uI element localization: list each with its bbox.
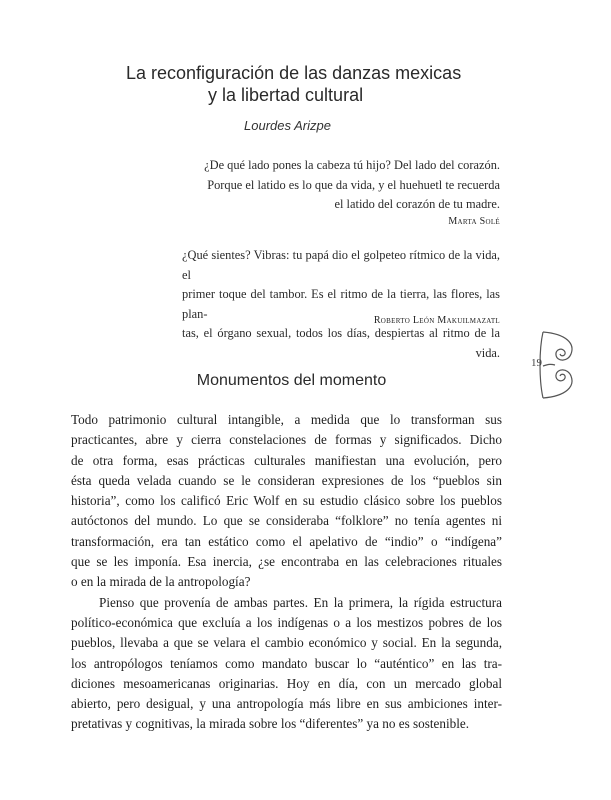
text-line: abierto, pero desigual, y una antropología más libre en sus ambiciones inter-: [71, 696, 502, 712]
text-line: diciones mesoamericanas originarias. Hoy en día, con un mercado global: [71, 675, 502, 691]
epigraph-1-line: ¿De qué lado pones la cabeza tú hijo? Del lado del corazón.: [204, 158, 500, 172]
text-line: autóctonos del mundo. Lo que se consideraba “folklore” no tenía agentes ni: [71, 513, 502, 529]
text-line: transformación, era tan estático como el apelativo de “indio” o “indígena”: [71, 533, 502, 549]
author-name: Lourdes Arizpe: [244, 118, 331, 133]
title-line-2: y la libertad cultural: [208, 85, 364, 105]
text-line: político-económica que excluía a los indígenas o a los mestizos pobres de los: [71, 614, 502, 630]
epigraph-1-attribution: Marta Solé: [448, 216, 500, 227]
text-line: de otra forma, esas prácticas culturales manifiestan una evolución, pero: [71, 452, 502, 468]
epigraph-2-attribution: Roberto León Makuilmazatl: [373, 315, 500, 326]
epigraph-1-line: el latido del corazón de tu madre.: [334, 197, 500, 211]
text-line: pretativas y cognitivas, la mirada sobre los “diferentes” ya no es sostenible.: [71, 716, 470, 732]
text-line: Todo patrimonio cultural intangible, a medida que lo transforman sus: [71, 412, 502, 427]
paragraph-2: [71, 593, 502, 735]
text-line: o en la mirada de la antropología?: [71, 574, 251, 590]
text-line: los antropólogos teníamos como mandato buscar lo “auténtico” en las tra-: [71, 655, 502, 671]
section-heading: Monumentos del momento: [196, 372, 387, 389]
epigraph-2-line: ¿Qué sientes? Vibras: tu papá dio el golpeteo rítmico de la vida, el: [182, 248, 500, 282]
epigraph-1: [170, 156, 500, 215]
text-line: ésta queda velada cuando se le consideran expresiones de los “pueblos sin: [71, 472, 502, 488]
text-line: que se les imponía. Esa inercia, ¿se encontraba en las celebraciones rituales: [71, 554, 502, 570]
text-line: pueblos, llevaba a que se velara el cambio económico y social. En la segunda,: [71, 635, 502, 651]
page-number: 19: [531, 357, 542, 369]
body-text: [71, 410, 502, 735]
article-title: [126, 62, 526, 106]
epigraph-2: [182, 246, 500, 363]
title-line-1: La reconfiguración de las danzas mexicas: [126, 63, 462, 83]
epigraph-2-line: primer toque del tambor. Es el ritmo de la tierra, las flores, las plan-: [182, 287, 500, 321]
epigraph-1-line: Porque el latido es lo que da vida, y el huehuetl te recuerda: [207, 177, 500, 192]
text-line: Pienso que provenía de ambas partes. En la primera, la rígida estructura: [99, 594, 502, 610]
text-line: practicantes, abre y cierra constelaciones de formas y significados. Dicho: [71, 432, 502, 448]
text-line: historia”, como los calificó Eric Wolf en su estudio clásico sobre los pueblos: [71, 493, 502, 509]
epigraph-2-line: tas, el órgano sexual, todos los días, despiertas al ritmo de la vida.: [182, 326, 500, 360]
paragraph-1: [71, 410, 502, 593]
